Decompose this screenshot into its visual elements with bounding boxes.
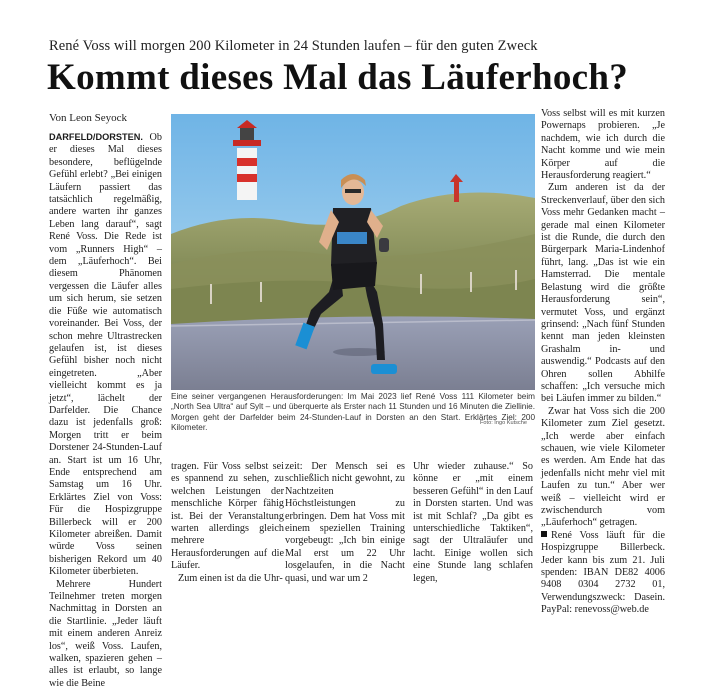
paragraph: tragen. Für Voss selbst sei es spannend zu sehen, zu welchen Leistungen der menschliche Körper fähig ist. Bei der Veranstaltung warten allerdings gleich mehrere Herausforderungen auf die Läufer. [171,461,284,572]
runner-lighthouse-photo [171,114,535,390]
article-column-4 [413,461,533,584]
paragraph-text: Ob er dieses Mal dieses besondere, beflügelnde Gefühl erlebt? „Bei einigen Läufern passiert das tatsächlich regelmäßig, andere warten ihr ganzes Leben lang darauf“, sagt René Voss. Die Rede ist vom „Runners High“ – dem „Läuferhoch“. Bei diesem Phänomen vergessen die Läufer alles um sich herum, sie setzen die Füße wie automatisch voreinander. Bei Voss, der schon mehre Ultrastrecken gelaufen ist, ist dieses Gefühl bisher noch nicht eingetreten. „Aber vielleicht kommt es ja jetzt“, lächelt der Darfelder. Die Chance dazu ist jedenfalls groß: Morgen tritt er beim Dorstener 24-Stunden-Lauf an. Start ist um 16 Uhr, Ende entsprechend am Samstag um 16 Uhr. Erklärtes Ziel von Voss: Für die Hospizgruppe Billerbeck will er 200 Kilometer abreißen. Damit würde Voss seinen bisherigen Rekord um 40 Kilometer überbieten. [49,132,162,578]
paragraph: Voss selbst will es mit kurzen Powernaps probieren. „Je nachdem, wie ich durch die Nacht komme und wie mein Körper auf die Herausforderung reagiert.“ [541,108,665,182]
square-bullet-icon [541,531,547,537]
photo-credit: Foto: Ingo Kutsche [480,420,527,426]
paragraph: zeit: Der Mensch sei es schließlich nicht gewohnt, zu Nachtzeiten Höchstleistungen zu erbringen. Dem hat Voss mit einem speziellen Training vorgebeugt: „Ich bin einige Mal erst um 22 Uhr losgelaufen, in die Nacht quasi, und war um 2 [285,461,405,584]
paragraph: Zum einen ist da die Uhr- [178,572,283,584]
photo [171,114,535,390]
dateline: DARFELD/DORSTEN. [49,132,143,142]
article-column-2 [171,461,284,584]
article-column-5 [541,108,665,616]
donation-text: René Voss läuft für die Hospizgruppe Billerbeck. Jeder kann bis zum 21. Juli spenden: IBAN DE82 4006 9408 0304 2732 01, Verwendungszweck: Dasein. PayPal: renevoss@web.de [541,529,665,616]
article-column-1 [49,131,162,689]
paragraph: Mehrere Hundert Teilnehmer treten morgen Nachmittag in Dorsten an die Startlinie. „Jeder läuft mit einem anderen Anreiz los“, weiß Voss. Laufen, walken, spazieren gehen – alles ist erlaubt, so lange wie die Beine [49,578,162,689]
headline: Kommt dieses Mal das Läuferhoch? [47,57,629,98]
paragraph: Uhr wieder zuhause.“ So könne er „mit einem besseren Gefühl“ in den Lauf in Dorsten starten. Und was ist mit Schlaf? „Da gibt es unterschiedliche Taktiken“, sagt der Ultraläufer und lacht. Einige wollen sich eine Stunde lang schlafen legen, [413,461,533,584]
article-column-3 [285,461,405,584]
paragraph [49,131,162,579]
paragraph: Zum anderen ist da der Streckenverlauf, über den sich Voss mehr Gedanken macht – gerade mal einen Kilometer ist die Runde, die durch den Bürgerpark Maria-Lindenhof führt, lang. „Das ist wie ein Hamsterrad. Die mentale Belastung wird die größte Herausforderung sein“, vermutet Voss, und ergänzt grinsend: „Nach fünf Stunden kennt man jeden kleinsten Grashalm in- und auswendig.“ Podcasts auf den Ohren sollen Abhilfe schaffen: „Ich versuche mich bei Läufen immer zu bilden.“ [541,182,665,405]
donation-info [541,530,665,617]
byline: Von Leon Seyock [49,112,128,124]
photo-caption: Eine seiner vergangenen Herausforderungen: Im Mai 2023 lief René Voss 111 Kilometer beim „North Sea Ultra“ auf Sylt – und überquerte als Erster nach 11 Stunden und 16 Minuten die Ziellinie. Morgen geht der Darfelder beim 24-Stunden-Lauf in Dorsten an den Start. Erklärtes Ziel: 200 Kilometer. [171,392,535,432]
kicker: René Voss will morgen 200 Kilometer in 24 Stunden laufen – für den guten Zweck [49,38,538,54]
paragraph: Zwar hat Voss sich die 200 Kilometer zum Ziel gesetzt. „Ich werde aber einfach schauen, wie viele Kilometer es werden. Am Ende hat das jedenfalls nicht mehr viel mit Laufen zu tun.“ Aber wer weiß – vielleicht wird er zwischendurch vom „Läuferhoch“ getragen. [541,405,665,529]
